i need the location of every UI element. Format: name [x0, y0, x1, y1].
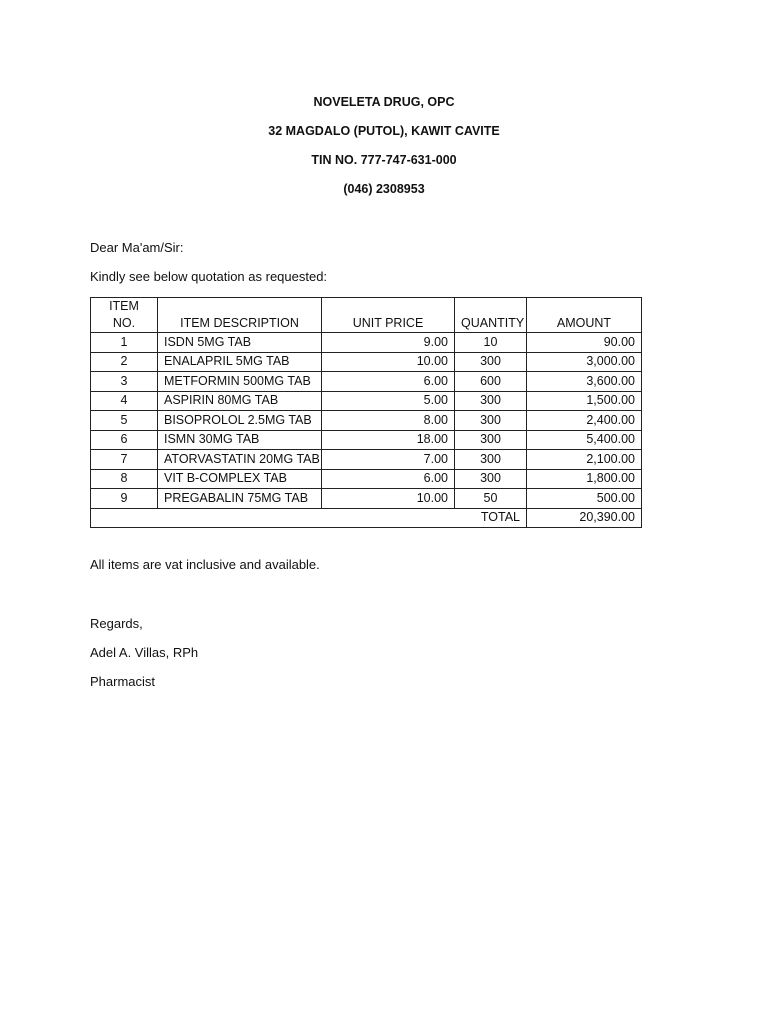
- table-header-row: [91, 298, 642, 333]
- intro-text: Kindly see below quotation as requested:: [90, 269, 328, 284]
- signatory-name: Adel A. Villas, RPh: [90, 645, 199, 660]
- table-row: [91, 372, 642, 392]
- cell-quantity: 300: [455, 411, 527, 431]
- company-name: NOVELETA DRUG, OPC: [313, 95, 455, 109]
- cell-unit-price: 6.00: [322, 469, 455, 489]
- cell-item-no: 1: [91, 333, 158, 353]
- cell-quantity: 10: [455, 333, 527, 353]
- table-row: [91, 450, 642, 470]
- cell-unit-price: 10.00: [322, 352, 455, 372]
- header-item-no-line1: ITEM: [109, 299, 139, 313]
- cell-amount: 3,600.00: [527, 372, 642, 392]
- company-phone: (046) 2308953: [343, 182, 425, 196]
- cell-item-no: 4: [91, 391, 158, 411]
- cell-item-no: 5: [91, 411, 158, 431]
- cell-item-no: 9: [91, 489, 158, 509]
- company-tin: TIN NO. 777-747-631-000: [311, 153, 457, 167]
- cell-quantity: 300: [455, 469, 527, 489]
- table-row: [91, 430, 642, 450]
- cell-quantity: 300: [455, 391, 527, 411]
- total-spacer: [91, 508, 455, 528]
- quotation-table: [90, 297, 642, 528]
- header-amount: AMOUNT: [527, 298, 642, 333]
- total-label: TOTAL: [455, 508, 527, 528]
- cell-unit-price: 7.00: [322, 450, 455, 470]
- cell-amount: 90.00: [527, 333, 642, 353]
- cell-quantity: 600: [455, 372, 527, 392]
- header-unit-price: UNIT PRICE: [322, 298, 455, 333]
- cell-amount: 500.00: [527, 489, 642, 509]
- header-item-no-line2: NO.: [112, 316, 136, 330]
- cell-description: METFORMIN 500MG TAB: [158, 372, 322, 392]
- cell-description: BISOPROLOL 2.5MG TAB: [158, 411, 322, 431]
- cell-amount: 5,400.00: [527, 430, 642, 450]
- table-row: [91, 391, 642, 411]
- closing: Regards,: [90, 616, 143, 631]
- signatory-position: Pharmacist: [90, 674, 156, 689]
- cell-description: ATORVASTATIN 20MG TAB: [158, 450, 322, 470]
- cell-unit-price: 8.00: [322, 411, 455, 431]
- cell-amount: 1,800.00: [527, 469, 642, 489]
- cell-amount: 1,500.00: [527, 391, 642, 411]
- cell-amount: 2,100.00: [527, 450, 642, 470]
- cell-description: ASPIRIN 80MG TAB: [158, 391, 322, 411]
- cell-item-no: 3: [91, 372, 158, 392]
- cell-unit-price: 9.00: [322, 333, 455, 353]
- cell-quantity: 300: [455, 450, 527, 470]
- cell-quantity: 300: [455, 352, 527, 372]
- cell-item-no: 6: [91, 430, 158, 450]
- cell-description: ISMN 30MG TAB: [158, 430, 322, 450]
- cell-description: VIT B-COMPLEX TAB: [158, 469, 322, 489]
- cell-amount: 2,400.00: [527, 411, 642, 431]
- table-row: [91, 469, 642, 489]
- company-address: 32 MAGDALO (PUTOL), KAWIT CAVITE: [268, 124, 500, 138]
- cell-description: ISDN 5MG TAB: [158, 333, 322, 353]
- cell-quantity: 300: [455, 430, 527, 450]
- table-row: [91, 352, 642, 372]
- cell-unit-price: 18.00: [322, 430, 455, 450]
- cell-item-no: 8: [91, 469, 158, 489]
- header-description: ITEM DESCRIPTION: [158, 298, 322, 333]
- table-row: [91, 333, 642, 353]
- cell-description: ENALAPRIL 5MG TAB: [158, 352, 322, 372]
- cell-quantity: 50: [455, 489, 527, 509]
- header-item-no: [91, 298, 158, 333]
- vat-note: All items are vat inclusive and available.: [90, 557, 320, 572]
- salutation: Dear Ma'am/Sir:: [90, 240, 184, 255]
- cell-description: PREGABALIN 75MG TAB: [158, 489, 322, 509]
- header-quantity: QUANTITY: [455, 298, 527, 333]
- cell-item-no: 2: [91, 352, 158, 372]
- cell-item-no: 7: [91, 450, 158, 470]
- cell-unit-price: 5.00: [322, 391, 455, 411]
- total-row: [91, 508, 642, 528]
- cell-unit-price: 10.00: [322, 489, 455, 509]
- table-row: [91, 489, 642, 509]
- total-amount: 20,390.00: [527, 508, 642, 528]
- cell-unit-price: 6.00: [322, 372, 455, 392]
- table-row: [91, 411, 642, 431]
- cell-amount: 3,000.00: [527, 352, 642, 372]
